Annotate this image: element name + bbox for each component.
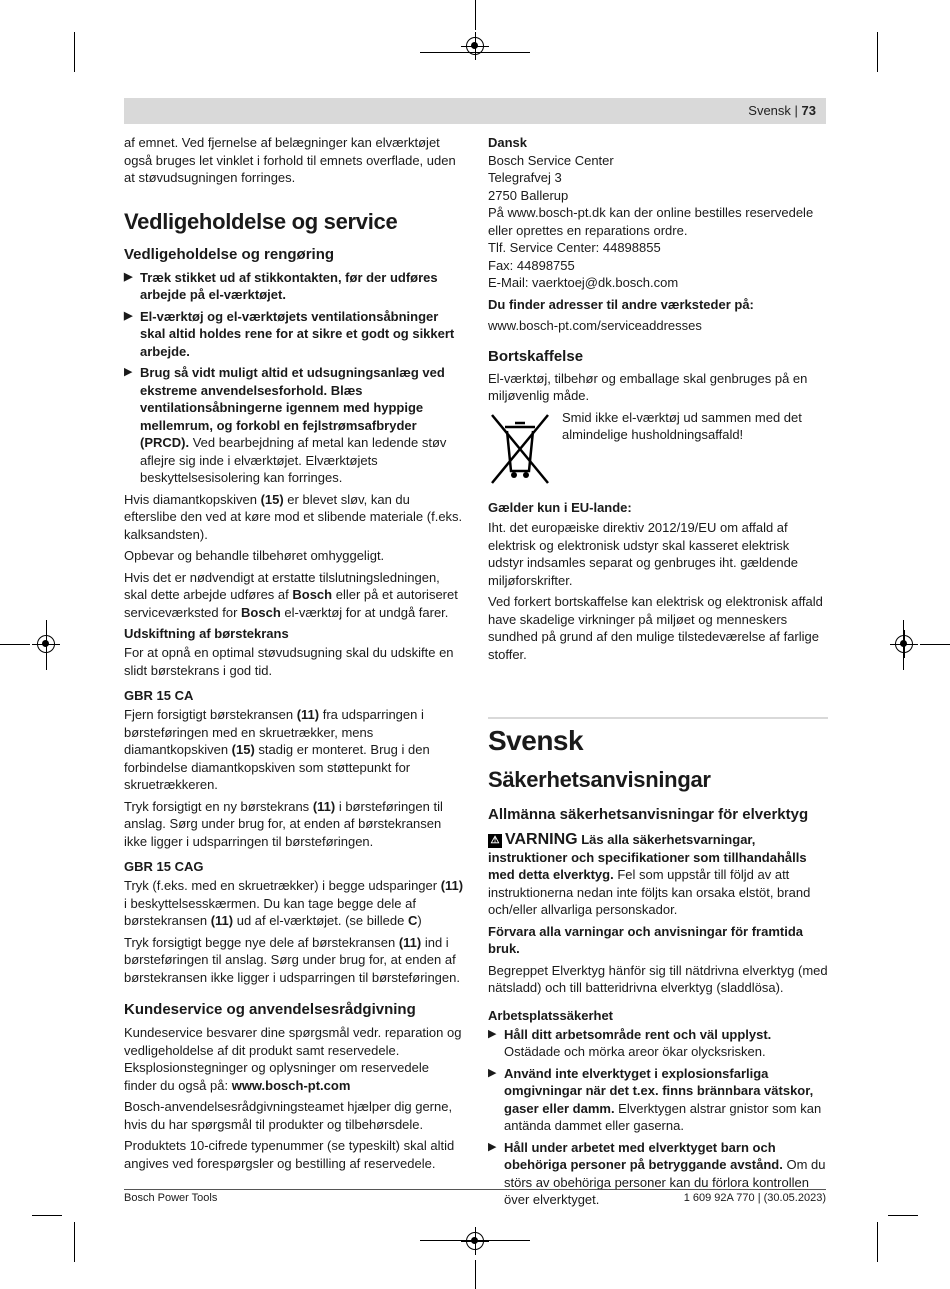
bullet-arrow-icon: ▶ [124,366,133,378]
subheading-gbr-cag: GBR 15 CAG [124,859,204,874]
address-line: På www.bosch-pt.dk kan der online bestilles reservedele eller oprettes en reparations ordre. [488,205,814,238]
subheading-brush: Udskiftning af børstekrans [124,626,289,641]
footer-doc-number: 1 609 92A 770 | (30.05.2023) [683,1192,826,1204]
right-column [488,134,828,1213]
subheading-disposal: Bortskaffelse [488,347,584,365]
bullet-item [124,364,464,487]
bullet-arrow-icon: ▶ [488,1027,497,1040]
bullet-item: ▶ Använd inte elverktyget i explosionsfarliga omgivningar när det t.ex. finns brännbara vätskor, gaser eller damm. Elverktygen alstrar gnistor som kan antända dammet eller gaserna. [488,1065,822,1133]
page-header [124,98,826,124]
section-heading-safety: Säkerhetsanvisningar [488,767,711,792]
warning-text-bold: Läs alla säkerhetsvarningar, instruktioner och specifikationer som tillhandahålls med detta elverktyg. [488,832,807,882]
intro-paragraph: af emnet. Ved fjernelse af belægninger kan elværktøjet også bruges let vinklet i forhold til emnets overflade, uden at støvudsugningen forringes. [124,135,456,185]
bosch-link[interactable]: www.bosch-pt.com [231,1077,351,1093]
bullet-text-bold: Brug så vidt muligt altid et udsugningsanlæg ved ekstreme anvendelsesforhold. Blæs ventilationsåbningerne igennem med hyppige mellemrum, og forkobl en fejlstrømsafbryder (PRCD). [140,365,445,450]
paragraph: Bosch-anvendelsesrådgivningsteamet hjælper dig gerne, hvis du har spørgsmål til produkter og tilbehørsdele. [124,1099,453,1132]
email-line: E-Mail: vaerktoej@dk.bosch.com [488,275,679,290]
bullet-item: ▶ Håll under arbetet med elverktyget barn och obehöriga personer på betryggande avstånd. Om du störs av obehöriga personer kan du förlora kontrollen över elverktyget. [488,1139,826,1207]
disposal-note: Smid ikke el-værktøj ud sammen med det almindelige husholdningsaffald! [562,409,802,442]
paragraph: Ved forkert bortskaffelse kan elektrisk og elektronisk affald have skadelige virkninger på miljøet og menneskers sundhed på grund af den mulige tilstedeværelse af farlige stoffer. [488,594,823,662]
crop-mark [74,32,75,72]
bullet-text: El-værktøj og el-værktøjets ventilationsåbninger skal altid holdes rene for at sikre et godt og sikkert arbejde. [140,308,455,359]
bullet-arrow-icon: ▶ [124,270,133,283]
page-number: 73 [801,103,816,118]
paragraph: Opbevar og behandle tilbehøret omhyggeligt. [124,548,385,563]
subheading-cleaning: Vedligeholdelse og rengøring [124,245,335,263]
crop-mark [74,1222,75,1262]
paragraph: For at opnå en optimal støvudsugning skal du udskifte en slidt børstekrans i god tid. [124,645,454,678]
paragraph: El-værktøj, tilbehør og emballage skal genbruges på en miljøvenlig måde. [488,370,808,403]
paragraph: Hvis det er nødvendigt at erstatte tilslutningsledningen, skal dette arbejde udføres af Bosch eller på et autoriseret serviceværksted for Bosch el-værktøj for at undgå farer. [124,569,458,620]
subheading-workplace: Arbetsplatssäkerhet [488,1007,613,1023]
paragraph: Fjern forsigtigt børstekransen (11) fra udsparringen i børsteføringen med en skruetrækker, mens diamantkopskiven (15) stadig er monteret. Brug i den forbindelse diamantkopskiven som støttepunkt for skruetrækkeren. [124,707,430,792]
paragraph: Tryk forsigtigt en ny børstekrans (11) i børsteføringen til anslag. Sørg under brug for, at enden af børstekransen ikke ligger i udsparringen til børsteføringen. [124,798,443,849]
paragraph: Kundeservice besvarer dine spørgsmål vedr. reparation og vedligeholdelse af dit produkt samt reservedele. Eksplosionstegninger og oplysninger om reservedele finder du også på: www.bosch-pt.com [124,1025,462,1093]
paragraph: Förvara alla varningar och anvisningar för framtida bruk. [488,923,803,956]
footer-brand: Bosch Power Tools [124,1192,218,1204]
bullet-arrow-icon: ▶ [488,1066,497,1079]
bullet-text: Ved bearbejdning af metal kan ledende støv aflejre sig inde i elværktøjet. Elværktøjets beskyttelsesisolering kan forringes. [140,435,447,485]
bullet-item [124,308,464,361]
crop-mark [475,0,476,30]
paragraph: Tryk (f.eks. med en skruetrækker) i begge udsparinger (11) i beskyttelsesskærmen. Du kan tage begge dele af børstekransen (11) ud af el-værktøjet. (se billede C) [124,878,464,928]
address-line: Telegrafvej 3 [488,170,562,185]
warning-block [488,831,828,919]
crop-mark [877,1222,878,1262]
crop-mark [888,1215,918,1216]
language-heading: Svensk [488,725,584,756]
fax-line: Fax: 44898755 [488,257,575,273]
paragraph: Hvis diamantkopskiven (15) er blevet sløv, kan du efterslibe den ved at køre mod et slibende materiale (f.eks. kalksandsten). [124,491,463,542]
crop-mark [920,644,950,645]
crop-mark [475,1260,476,1289]
subheading-general-safety: Allmänna säkerhetsanvisningar för elverktyg [488,806,809,823]
bullet-text: Træk stikket ud af stikkontakten, før der udføres arbejde på el-værktøjet. [140,269,438,302]
header-language: Svensk [748,103,791,118]
crop-mark [0,644,30,645]
registration-mark-icon [895,635,913,653]
eu-heading: Gælder kun i EU-lande: [488,499,632,515]
service-addresses-link[interactable]: www.bosch-pt.com/serviceaddresses [488,318,702,333]
subheading-gbr-ca: GBR 15 CA [124,688,194,703]
registration-mark-icon [37,635,55,653]
bullet-arrow-icon: ▶ [124,309,133,322]
paragraph: Tryk forsigtigt begge nye dele af børstekransen (11) ind i børsteføringen til anslag. Sørg under brug for, at enden af børstekransen ikke ligger i udsparringen til børsteføringen. [124,934,460,985]
paragraph: Begreppet Elverktyg hänför sig till nätdrivna elverktyg (med nätsladd) och till batteridrivna elverktyg (sladdlösa). [488,962,828,995]
footer-rule [124,1189,826,1190]
registration-mark-icon [466,1232,484,1250]
bullet-item: ▶ Håll ditt arbetsområde rent och väl upplyst. Ostädade och mörka areor ökar olycksrisken. [488,1026,772,1059]
crop-mark [877,32,878,72]
header-text: Svensk | 73 [748,103,816,118]
registration-mark-icon [466,37,484,55]
warning-triangle-icon: ⚠ [488,834,502,848]
bullet-item [124,269,464,304]
paragraph: Iht. det europæiske direktiv 2012/19/EU om affald af elektrisk og elektronisk udstyr skal kasseret elektrisk udstyr indsamles separat og genbruges iht. gældende miljøforskrifter. [488,520,799,588]
crossed-bin-icon [490,411,550,487]
phone-line: Tlf. Service Center: 44898855 [488,240,661,255]
dansk-heading: Dansk [488,135,528,150]
subheading-customer-service: Kundeservice og anvendelsesrådgivning [124,1001,416,1018]
bullet-arrow-icon: ▶ [488,1140,497,1153]
paragraph: Produktets 10-cifrede typenummer (se typeskilt) skal altid angives ved forespørgsler og bestilling af reservedele. [124,1138,455,1171]
section-heading-maintenance: Vedligeholdelse og service [124,208,398,234]
other-workshops-heading: Du finder adresser til andre værksteder på: [488,296,754,312]
left-column [124,134,464,1176]
warning-text: Fel som uppstår till följd av att instruktionerna nedan inte följts kan orsaka elstöt, brand och/eller allvarliga personskador. [488,867,811,917]
address-line: Bosch Service Center [488,152,614,168]
crop-mark [32,1215,62,1216]
warning-label: ⚠ VARNING [488,831,578,848]
address-line: 2750 Ballerup [488,187,569,203]
